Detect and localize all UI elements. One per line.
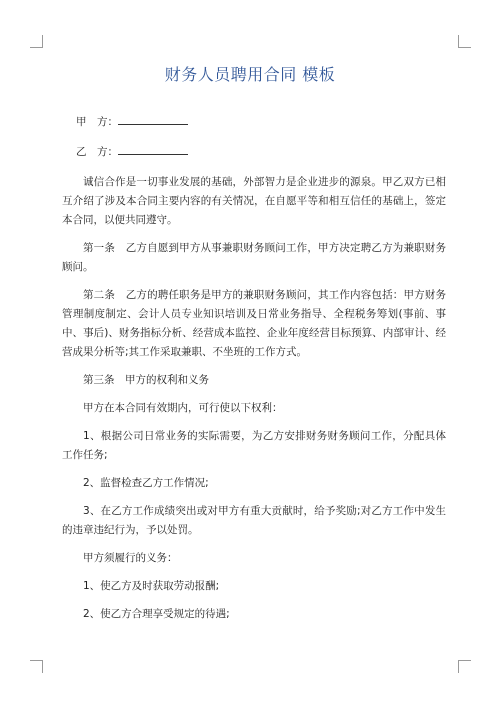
crop-mark-bottom-right	[458, 660, 471, 673]
paragraph-duty-1: 1、使乙方及时获取劳动报酬;	[83, 580, 220, 592]
paragraph-intro: 诚信合作是一切事业发展的基础，外部智力是企业进步的源泉。甲乙双方已相互介绍了涉及本合同主要内容的有关情况，在自愿平等和相互信任的基础上，签定本合同，以便共同遵守。	[62, 176, 446, 226]
party-b-label: 乙 方：	[76, 146, 118, 158]
document-title: 财务人员聘用合同 模板	[164, 65, 336, 84]
party-b-blank	[118, 143, 188, 155]
party-a-line	[62, 113, 446, 132]
paragraph-right-1: 1、根据公司日常业务的实际需要，为乙方安排财务财务顾问工作，分配具体工作任务;	[62, 430, 446, 461]
paragraph-article-3-heading: 第三条 甲方的权利和义务	[83, 374, 209, 386]
document-body	[62, 113, 446, 633]
paragraph-right-3: 3、在乙方工作成绩突出或对甲方有重大贡献时，给予奖励;对乙方工作中发生的违章违纪行为，予以处罚。	[62, 505, 446, 536]
party-a-blank	[118, 113, 188, 125]
paragraph-duty-2: 2、使乙方合理享受规定的待遇;	[83, 608, 230, 620]
party-b-line	[62, 143, 446, 162]
crop-mark-top-right	[458, 35, 471, 48]
paragraph-article-1: 第一条 乙方自愿到甲方从事兼职财务顾问工作，甲方决定聘乙方为兼职财务顾问。	[62, 242, 446, 273]
party-a-label: 甲 方：	[76, 116, 118, 128]
crop-mark-bottom-left	[30, 660, 43, 673]
paragraph-article-2: 第二条 乙方的聘任职务是甲方的兼职财务顾问，其工作内容包括：甲方财务管理制度制定、会计人员专业知识培训及日常业务指导、全程税务筹划(事前、事中、事后)、财务指标分析、经营成本监控、企业年度经营目标预算、内部审计、经营成果分析等;其工作采取兼职、不坐班的工作方式。	[62, 289, 446, 358]
crop-mark-top-left	[30, 35, 43, 48]
paragraph-rights-intro: 甲方在本合同有效期内，可行使以下权利：	[83, 402, 283, 414]
paragraph-right-2: 2、监督检查乙方工作情况;	[83, 477, 209, 489]
paragraph-duties-intro: 甲方须履行的义务：	[83, 552, 178, 564]
